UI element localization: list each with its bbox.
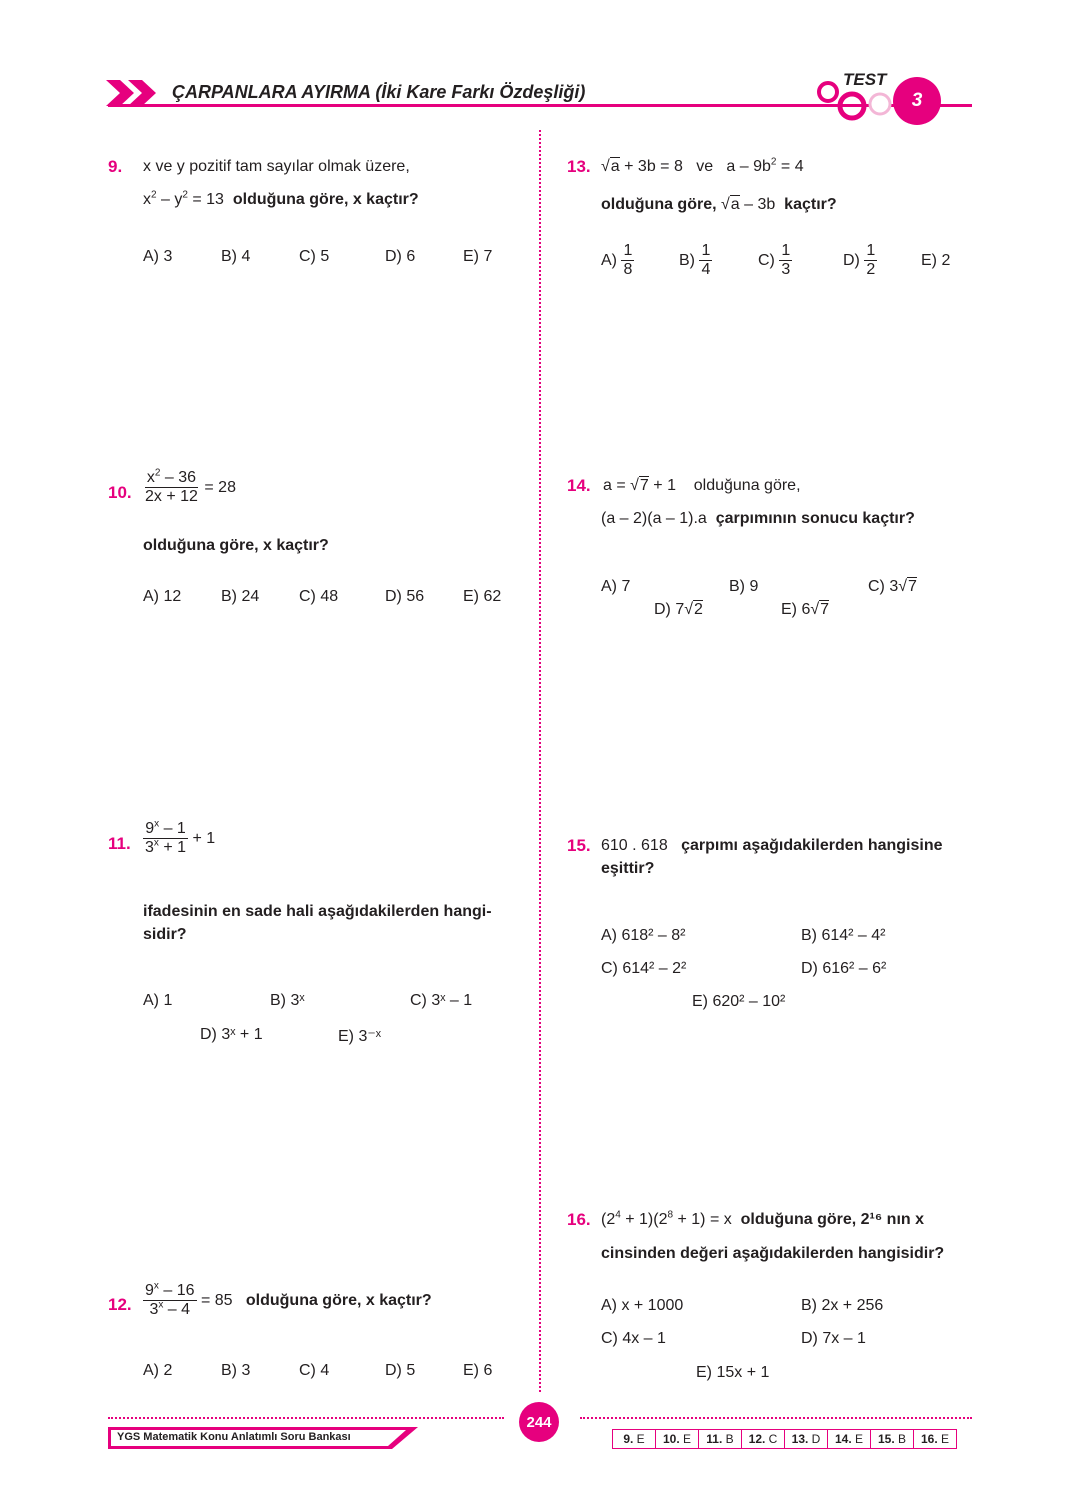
option-e[interactable]: E) 15x + 1 <box>696 1364 770 1381</box>
option-d[interactable]: D) 7x – 1 <box>801 1330 866 1347</box>
option-c[interactable]: C) 3√7 <box>868 578 917 595</box>
answer-key-item: 14. E <box>828 1430 871 1448</box>
answer-key-item: 12. C <box>742 1430 785 1448</box>
column-divider <box>539 130 541 1392</box>
option-d[interactable]: D) 56 <box>385 588 425 605</box>
option-a[interactable]: A) 1 <box>143 992 173 1009</box>
question-text: x ve y pozitif tam sayılar olmak üzere, <box>143 158 410 175</box>
question-prompt: olduğuna göre, x kaçtır? <box>232 191 419 208</box>
option-d[interactable]: D) 3ˣ + 1 <box>200 1026 263 1043</box>
answer-key <box>612 1429 957 1449</box>
option-e[interactable]: E) 3⁻ˣ <box>338 1028 382 1045</box>
question-prompt: olduğuna göre, x kaçtır? <box>245 1292 432 1310</box>
question-number: 13. <box>567 157 591 176</box>
question-number: 9. <box>108 157 123 176</box>
question-expression: $x^2 - y^2 = 13$ olduğuna göre, x kaçtır? <box>143 189 419 208</box>
question-number: 12. <box>108 1295 132 1314</box>
option-b[interactable]: B) 24 <box>221 588 260 605</box>
question-prompt: olduğuna göre, x kaçtır? <box>143 537 329 554</box>
option-c[interactable]: C) 5 <box>299 248 330 265</box>
answer-key-item: 10. E <box>656 1430 699 1448</box>
page-title: ÇARPANLARA AYIRMA (İki Kare Farkı Özdeşliği) <box>172 82 586 102</box>
option-a[interactable]: A) 3 <box>143 248 173 265</box>
question-prompt-cont: sidir? <box>143 926 187 943</box>
answer-key-item: 13. D <box>785 1430 828 1448</box>
answer-key-item: 15. B <box>871 1430 914 1448</box>
footer-rule-right <box>580 1417 972 1419</box>
answer-key-item: 16. E <box>920 1432 950 1446</box>
question-prompt: $(2^4 + 1)(2^8 + 1) = x$ olduğuna göre, 2¹⁶ nın x <box>601 1209 925 1228</box>
question-expression: a = √7 + 1 olduğuna göre, <box>603 477 801 494</box>
question-number: 16. <box>567 1210 591 1229</box>
option-e[interactable]: E) 62 <box>463 588 502 605</box>
option-b[interactable]: B) $\frac{1}{4}$ <box>679 242 711 279</box>
option-c[interactable]: C) 4x – 1 <box>601 1330 666 1347</box>
question-prompt: ifadesinin en sade hali aşağıdakilerden hangi- <box>143 903 492 920</box>
option-c[interactable]: C) 48 <box>299 588 339 605</box>
option-b[interactable]: B) 4 <box>221 248 251 265</box>
test-number-badge: 3 <box>893 77 941 125</box>
option-a[interactable]: A) x + 1000 <box>601 1297 684 1314</box>
option-b[interactable]: B) 3ˣ <box>270 992 305 1009</box>
option-d[interactable]: D) 5 <box>385 1362 416 1379</box>
option-a[interactable]: A) 7 <box>601 578 631 595</box>
question-number: 10. <box>108 483 132 502</box>
question-expression: $\frac{9^x - 16}{3^x - 4}$ = 85 olduğuna göre, x kaçtır? <box>145 1280 432 1319</box>
option-b[interactable]: B) 614² – 4² <box>801 927 886 944</box>
option-e[interactable]: E) 6 <box>463 1362 493 1379</box>
option-e[interactable]: E) 2 <box>921 252 951 269</box>
question-prompt: (a – 2)(a – 1).a çarpımının sonucu kaçtır? <box>601 510 915 527</box>
option-d[interactable]: D) 616² – 6² <box>801 960 887 977</box>
question-expression: $\frac{9^x - 1}{3^x + 1}$ + 1 <box>145 818 216 857</box>
option-c[interactable]: C) 4 <box>299 1362 330 1379</box>
option-d[interactable]: D) $\frac{1}{2}$ <box>843 242 876 279</box>
option-d[interactable]: D) 6 <box>385 248 416 265</box>
option-a[interactable]: A) $\frac{1}{8}$ <box>601 242 633 279</box>
question-number: 14. <box>567 476 591 495</box>
question-prompt: 610 . 618 çarpımı aşağıdakilerden hangisine <box>601 837 943 854</box>
option-c[interactable]: C) 614² – 2² <box>601 960 687 977</box>
answer-key-item: 11. B <box>699 1430 742 1448</box>
option-e[interactable]: E) 7 <box>463 248 493 265</box>
option-c[interactable]: C) 3ˣ – 1 <box>410 992 473 1009</box>
question-prompt-cont: eşittir? <box>601 860 655 877</box>
question-number: 15. <box>567 836 591 855</box>
footer-rule-left <box>108 1417 504 1419</box>
option-e[interactable]: E) 6√7 <box>781 601 830 618</box>
question-prompt-cont: cinsinden değeri aşağıdakilerden hangisidir? <box>601 1245 945 1262</box>
question-number: 11. <box>108 834 131 853</box>
option-e[interactable]: E) 620² – 10² <box>692 993 786 1010</box>
test-label: TEST <box>843 70 887 89</box>
option-a[interactable]: A) 618² – 8² <box>601 927 686 944</box>
book-title: YGS Matematik Konu Anlatımlı Soru Bankası <box>117 1431 351 1443</box>
option-c[interactable]: C) $\frac{1}{3}$ <box>758 242 791 279</box>
option-d[interactable]: D) 7√2 <box>654 601 703 618</box>
answer-key-item: 9. E <box>613 1430 656 1448</box>
option-a[interactable]: A) 2 <box>143 1362 173 1379</box>
question-expression: √a + 3b = 8 ve $a - 9b^2 = 4$ <box>601 156 804 175</box>
option-b[interactable]: B) 2x + 256 <box>801 1297 884 1314</box>
page-number: 244 <box>519 1402 559 1442</box>
question-prompt: olduğuna göre, √a – 3b kaçtır? <box>601 196 837 213</box>
option-a[interactable]: A) 12 <box>143 588 182 605</box>
option-b[interactable]: B) 3 <box>221 1362 251 1379</box>
option-b[interactable]: B) 9 <box>729 578 759 595</box>
question-expression: $\frac{x^2 - 36}{2x + 12}$ = 28 <box>145 467 236 506</box>
